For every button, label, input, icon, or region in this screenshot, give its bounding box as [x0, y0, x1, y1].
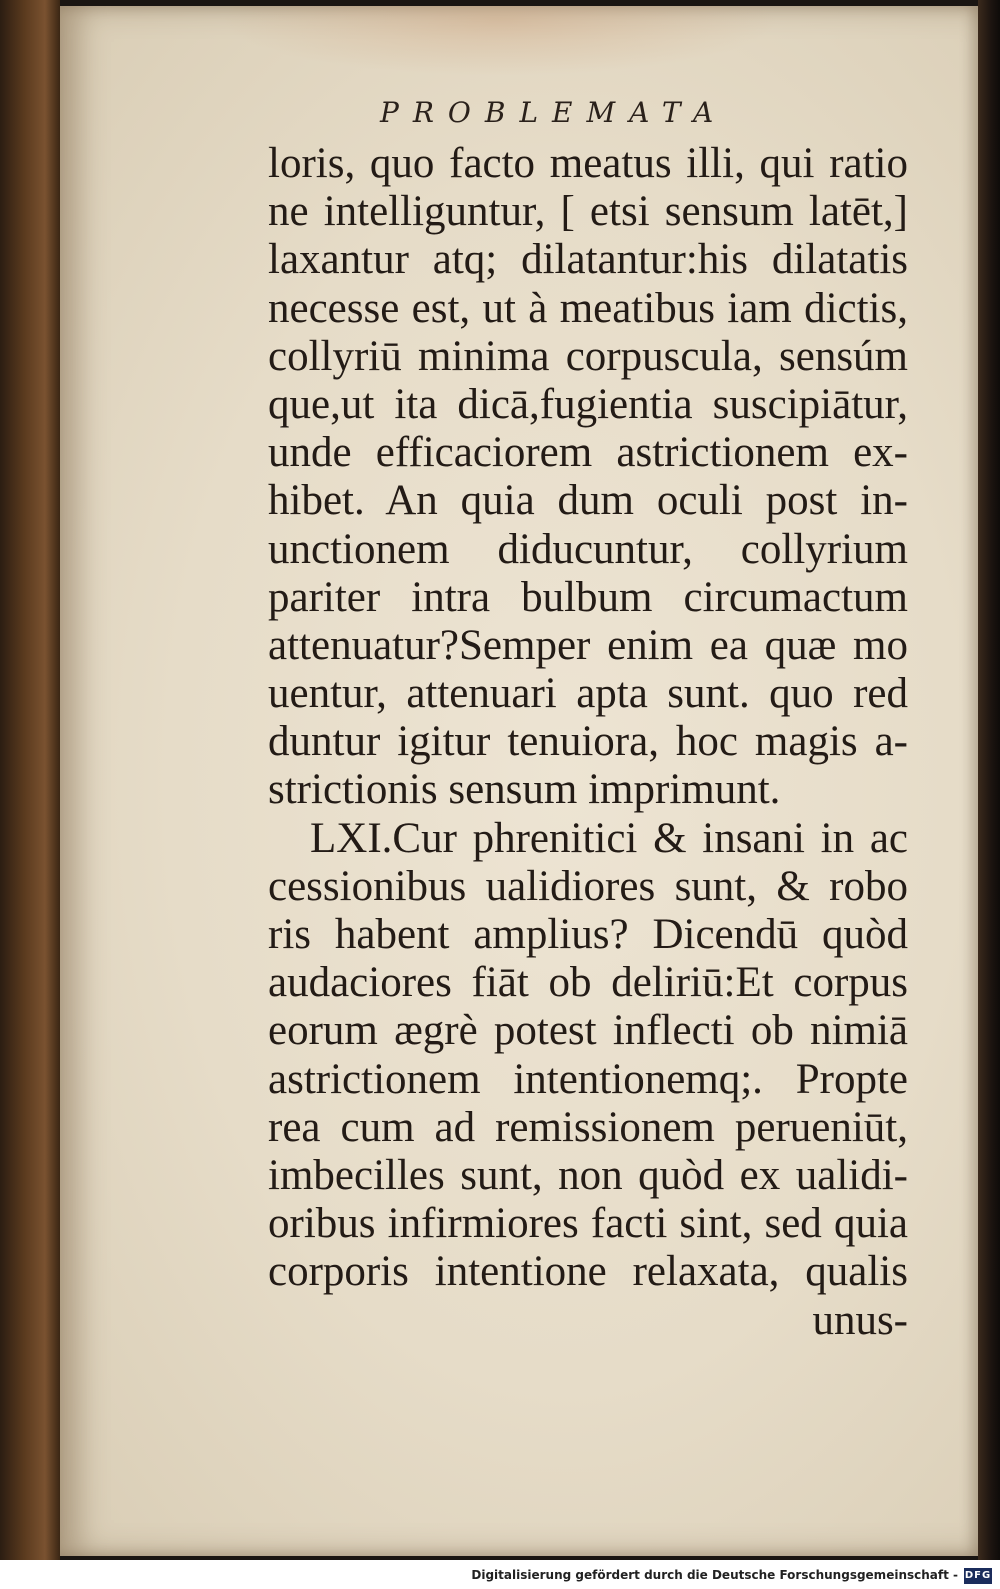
book-board-edge — [978, 0, 1000, 1560]
text-line: hibet. An quia dum oculi post in- — [268, 477, 908, 525]
catchword: unus- — [812, 1296, 908, 1344]
text-line: necesse est, ut à meatibus iam dictis, — [268, 284, 908, 332]
text-line: unctionem diducuntur, collyrium — [268, 525, 908, 573]
text-line: duntur igitur tenuiora, hoc magis a- — [268, 718, 908, 766]
book-spine — [0, 0, 60, 1560]
digitization-footer — [0, 1560, 1000, 1589]
text-line: eorum ægrè potest inflecti ob nimiā — [268, 1007, 908, 1055]
page-stain — [220, 6, 780, 76]
text-line: imbecilles sunt, non quòd ex ualidi- — [268, 1151, 908, 1199]
running-head: PROBLEMATA — [380, 96, 728, 129]
text-line: corporis intentione relaxata, qualis — [268, 1248, 908, 1296]
text-line: strictionis sensum imprimunt. — [268, 766, 781, 814]
text-line: ris habent amplius? Dicendū quòd — [268, 911, 908, 958]
text-line: collyriū minima corpuscula, sensúm — [268, 332, 908, 380]
text-line: ne intelliguntur, [ etsi sensum latēt,] — [268, 188, 908, 236]
text-block — [268, 140, 908, 1345]
text-line: astrictionem intentionemq;. Propte — [268, 1055, 908, 1103]
text-line: audaciores fiāt ob deliriū:Et corpus — [268, 959, 908, 1007]
text-line: loris, quo facto meatus illi, qui ratio — [268, 140, 908, 187]
text-line: pariter intra bulbum circumactum — [268, 573, 908, 621]
section-heading-line: LXI.Cur phrenitici & insani in ac — [310, 814, 908, 862]
text-line: unde efficaciorem astrictionem ex- — [268, 429, 908, 477]
text-line: que,ut ita dicā,fugientia suscipiātur, — [268, 380, 908, 428]
text-line: attenuatur?Semper enim ea quæ mo — [268, 621, 908, 669]
funding-credit: Digitalisierung gefördert durch die Deutsche Forschungsgemeinschaft - — [471, 1568, 958, 1582]
text-line: rea cum ad remissionem perueniūt, — [268, 1103, 908, 1151]
text-line: oribus infirmiores facti sint, sed quia — [268, 1200, 908, 1248]
text-line: uentur, attenuari apta sunt. quo red — [268, 670, 908, 718]
text-line: laxantur atq; dilatantur:his dilatatis — [268, 236, 908, 284]
text-line: cessionibus ualidiores sunt, & robo — [268, 862, 908, 910]
dfg-logo: DFG — [964, 1568, 992, 1584]
